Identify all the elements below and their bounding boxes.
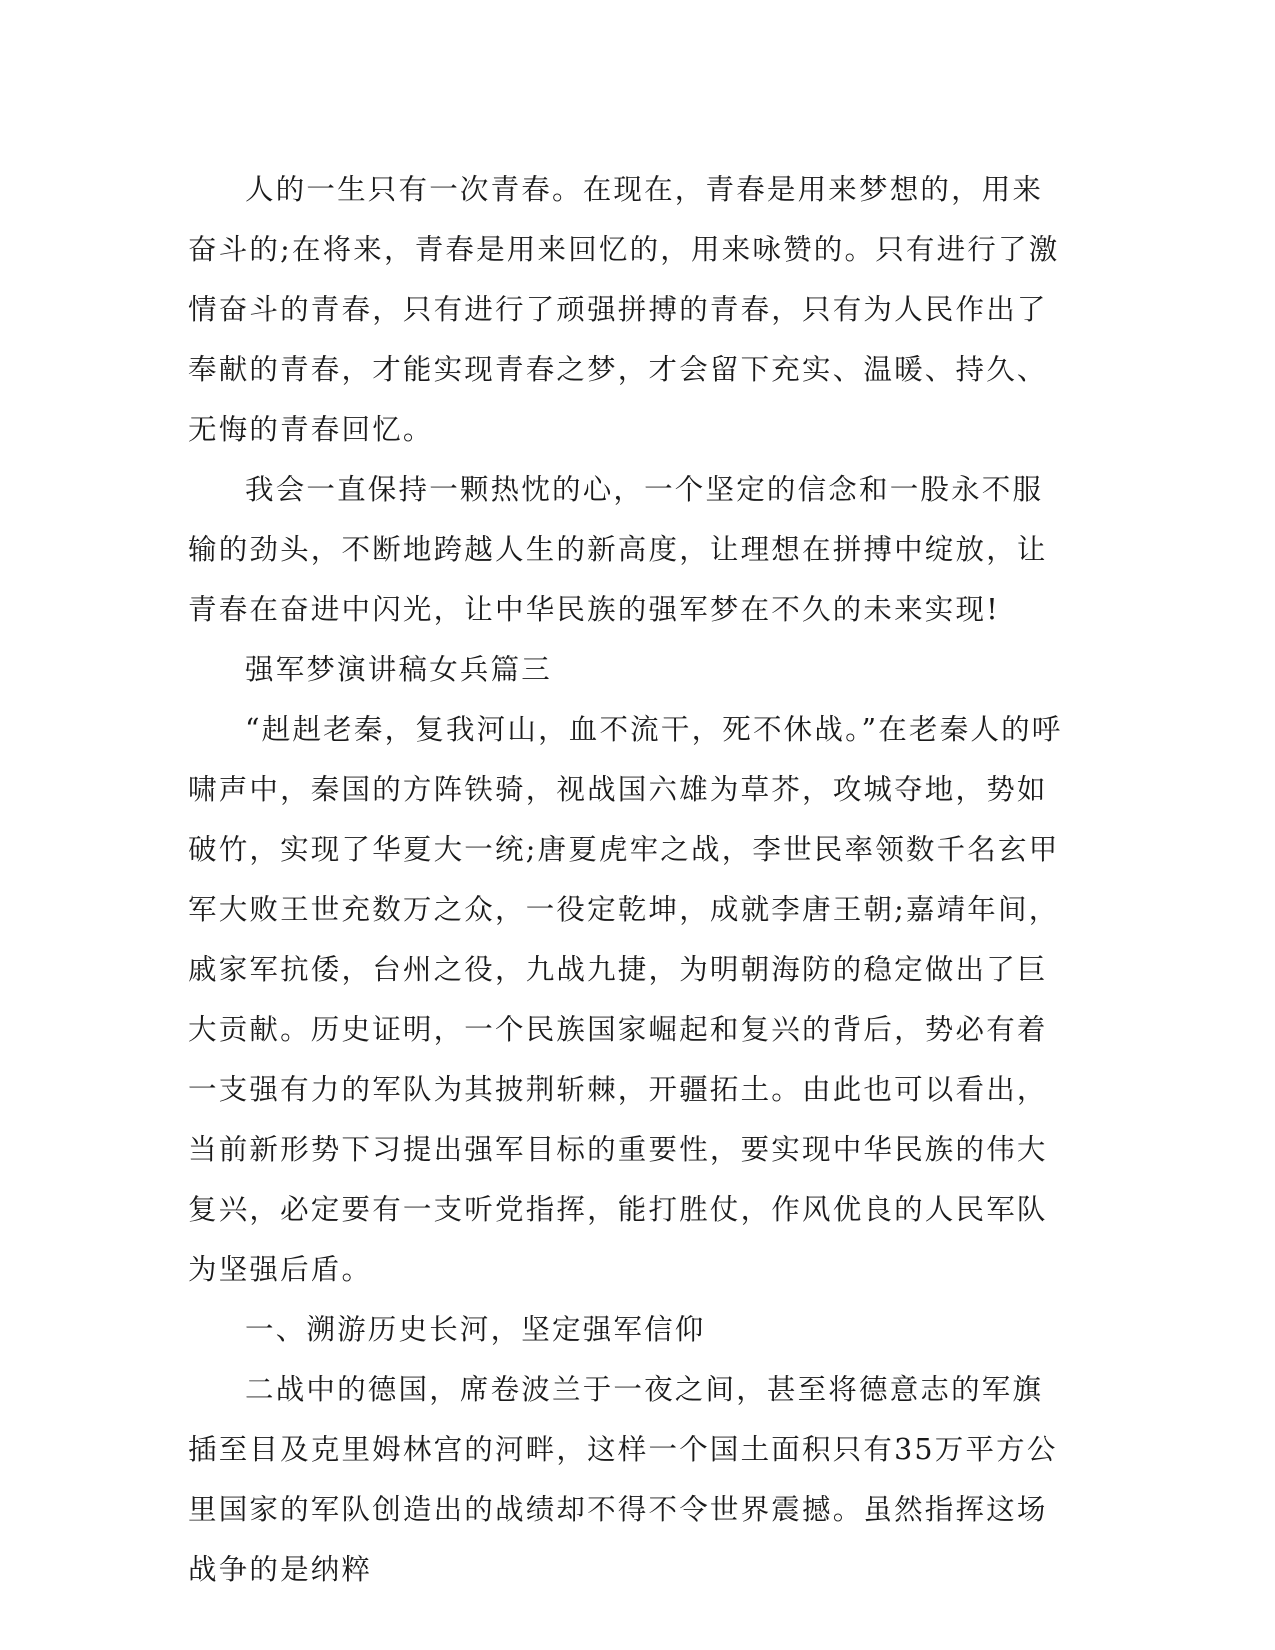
paragraph-youth: 人的一生只有一次青春。在现在，青春是用来梦想的，用来奋斗的;在将来，青春是用来回忆的，用来咏赞的。只有进行了激情奋斗的青春，只有进行了顽强拼搏的青春，只有为人民作出了奉献的青春，才能实现青春之梦，才会留下充实、温暖、持久、无悔的青春回忆。 (188, 173, 1060, 446)
section-title: 强军梦演讲稿女兵篇三 (245, 653, 553, 686)
paragraph-commitment: 我会一直保持一颗热忱的心，一个坚定的信念和一股永不服输的劲头，不断地跨越人生的新高度，让理想在拼搏中绽放，让青春在奋进中闪光，让中华民族的强军梦在不久的未来实现! (188, 473, 1048, 626)
paragraph-history: “赳赳老秦，复我河山，血不流干，死不休战。”在老秦人的呼啸声中，秦国的方阵铁骑，视战国六雄为草芥，攻城夺地，势如破竹，实现了华夏大一统;唐夏虎牢之战，李世民率领数千名玄甲军大败王世充数万之众，一役定乾坤，成就李唐王朝;嘉靖年间，戚家军抗倭，台州之役，九战九捷，为明朝海防的稳定做出了巨大贡献。历史证明，一个民族国家崛起和复兴的背后，势必有着一支强有力的军队为其披荆斩棘，开疆拓土。由此也可以看出，当前新形势下习提出强军目标的重要性，要实现中华民族的伟大复兴，必定要有一支听党指挥，能打胜仗，作风优良的人民军队为坚强后盾。 (188, 713, 1063, 1286)
subheading: 一、溯游历史长河，坚定强军信仰 (245, 1313, 706, 1346)
document-body (188, 160, 1068, 1600)
paragraph-germany: 二战中的德国，席卷波兰于一夜之间，甚至将德意志的军旗插至目及克里姆林宫的河畔，这样一个国土面积只有35万平方公里国家的军队创造出的战绩却不得不令世界震撼。虽然指挥这场战争的是纳粹 (188, 1373, 1058, 1586)
